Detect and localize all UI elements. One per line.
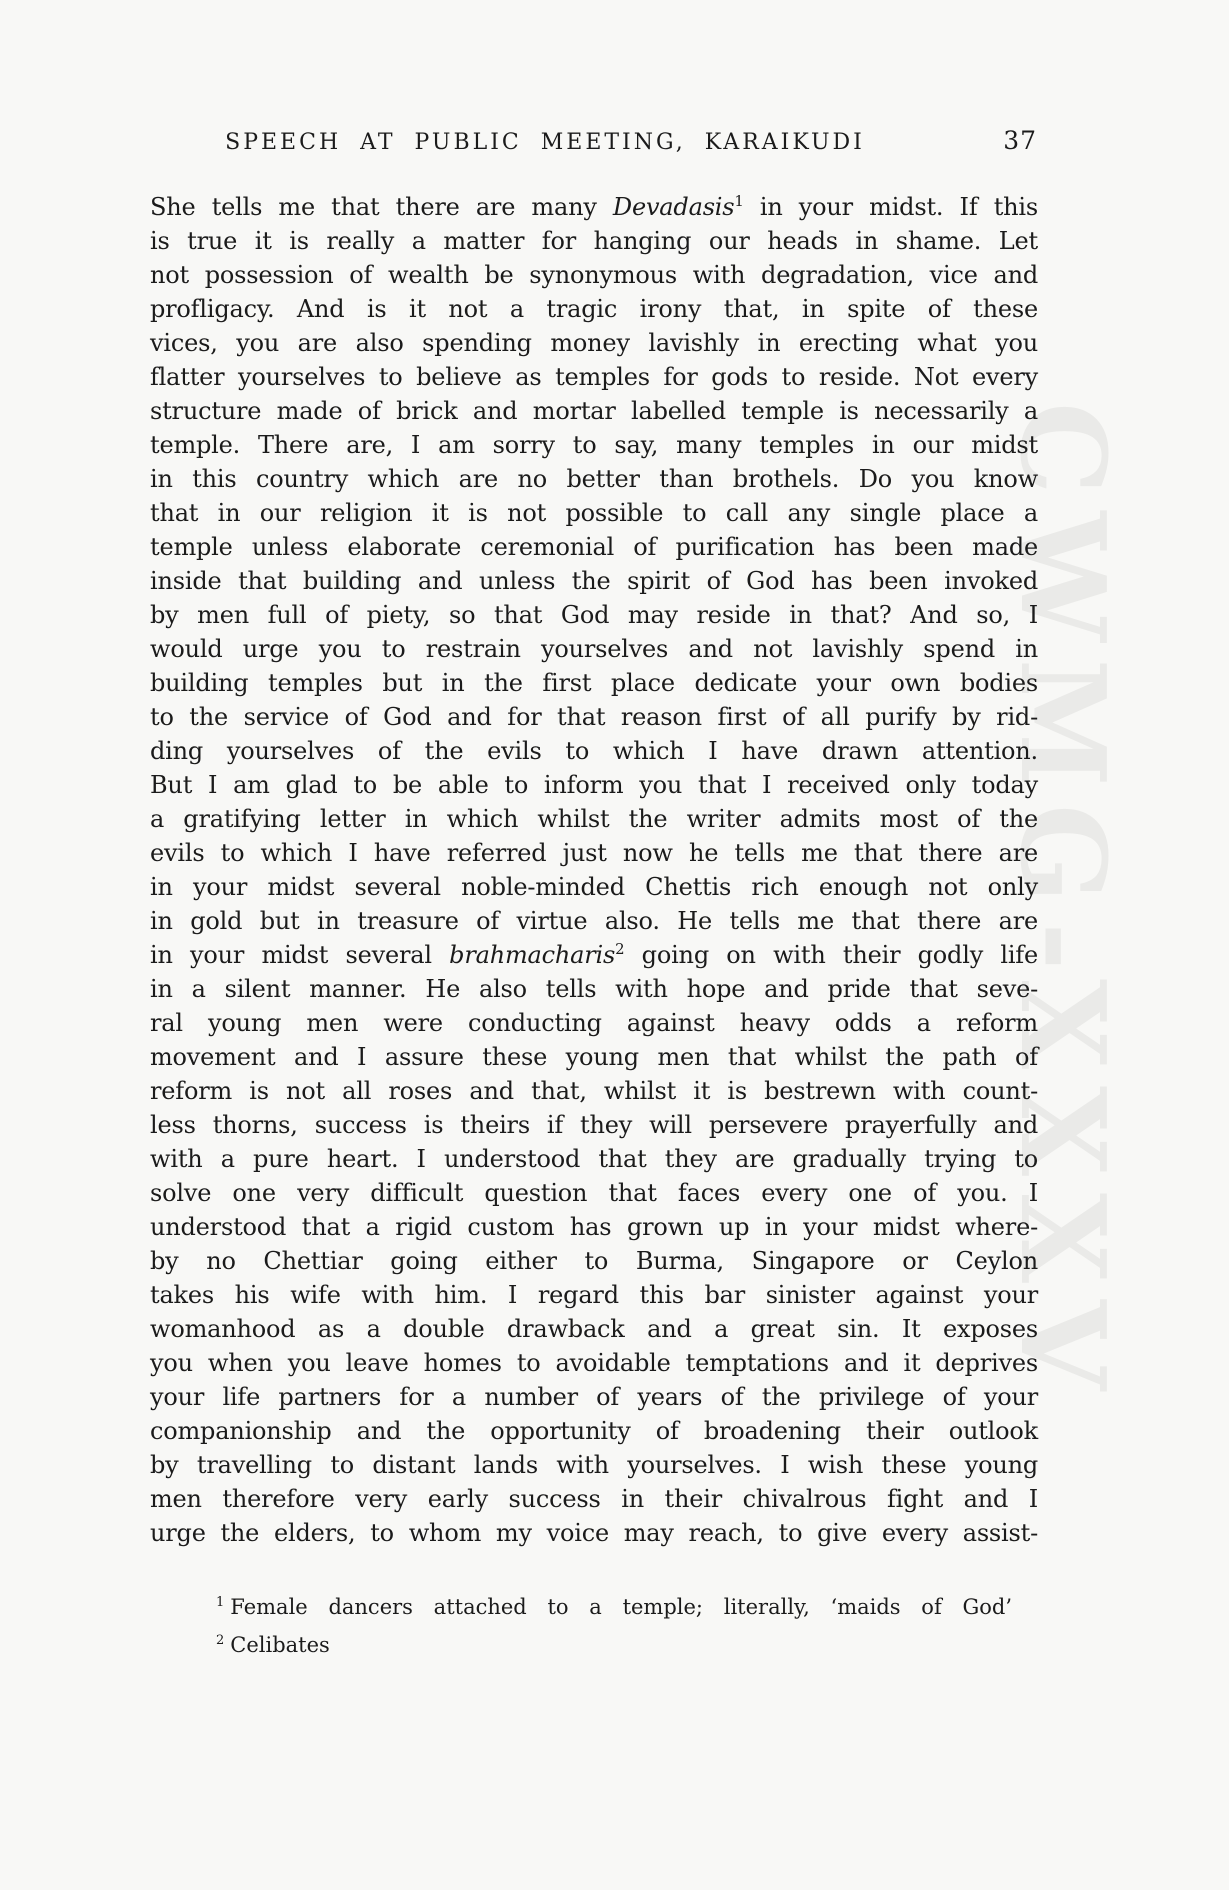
text-line — [150, 258, 1038, 292]
text-segment: by no Chettiar going either to Burma, Singapore or Ceylon — [150, 1247, 1038, 1275]
text-segment: with a pure heart. I understood that they are gradually trying to — [150, 1145, 1038, 1173]
text-segment: in your midst several — [150, 941, 450, 969]
text-line — [150, 190, 1038, 224]
text-line — [150, 1482, 1038, 1516]
text-segment: vices, you are also spending money lavishly in erecting what you — [150, 329, 1038, 357]
text-line — [150, 904, 1038, 938]
text-line — [150, 870, 1038, 904]
text-line — [150, 836, 1038, 870]
text-segment: by men full of piety, so that God may reside in that? And so, I — [150, 601, 1038, 629]
text-line — [150, 666, 1038, 700]
text-line — [150, 1074, 1038, 1108]
text-line — [150, 1040, 1038, 1074]
page-number: 37 — [1003, 126, 1037, 155]
text-line — [150, 734, 1038, 768]
text-line — [150, 1244, 1038, 1278]
text-segment: not possession of wealth be synonymous with degradation, vice and — [150, 261, 1038, 289]
text-line — [150, 394, 1038, 428]
italic-term: Devadasis — [612, 193, 735, 221]
text-segment: solve one very difficult question that faces every one of you. I — [150, 1179, 1038, 1207]
footnote-marker: 2 — [216, 1633, 225, 1648]
text-line — [150, 360, 1038, 394]
text-line — [150, 326, 1038, 360]
text-segment: would urge you to restrain yourselves and not lavishly spend in — [150, 635, 1038, 663]
text-segment: in your midst. If this — [743, 193, 1038, 221]
text-segment: ral young men were conducting against heavy odds a reform — [150, 1009, 1038, 1037]
text-segment: in a silent manner. He also tells with hope and pride that seve- — [150, 975, 1038, 1003]
text-line — [150, 1210, 1038, 1244]
footnote-reference: 2 — [615, 940, 625, 958]
text-line — [150, 530, 1038, 564]
footnote — [216, 1588, 1012, 1626]
text-segment: by travelling to distant lands with yourselves. I wish these young — [150, 1451, 1038, 1479]
text-line — [150, 1380, 1038, 1414]
text-line — [150, 496, 1038, 530]
text-segment: your life partners for a number of years of the privilege of your — [150, 1383, 1038, 1411]
body-text — [150, 190, 1038, 1550]
text-segment: movement and I assure these young men that whilst the path of — [150, 1043, 1038, 1071]
text-segment: flatter yourselves to believe as temples for gods to reside. Not every — [150, 363, 1038, 391]
footnote-text: Celibates — [230, 1633, 330, 1657]
text-segment: She tells me that there are many — [150, 193, 613, 221]
text-segment: ding yourselves of the evils to which I have drawn attention. — [150, 737, 1038, 765]
text-segment: in gold but in treasure of virtue also. He tells me that there are — [150, 907, 1038, 935]
footnote — [216, 1626, 1012, 1664]
text-segment: in this country which are no better than brothels. Do you know — [150, 465, 1038, 493]
text-line — [150, 428, 1038, 462]
text-line — [150, 292, 1038, 326]
text-segment: reform is not all roses and that, whilst it is bestrewn with count- — [150, 1077, 1038, 1105]
text-segment: that in our religion it is not possible to call any single place a — [150, 499, 1038, 527]
text-segment: takes his wife with him. I regard this bar sinister against your — [150, 1281, 1038, 1309]
text-segment: going on with their godly life — [624, 941, 1038, 969]
text-segment: is true it is really a matter for hanging our heads in shame. Let — [150, 227, 1038, 255]
volume-watermark: CWMG-XXXV — [994, 402, 1130, 1407]
text-segment: in your midst several noble-minded Chettis rich enough not only — [150, 873, 1038, 901]
footnotes — [216, 1588, 1012, 1664]
text-segment: companionship and the opportunity of broadening their outlook — [150, 1417, 1038, 1445]
footnote-marker: 1 — [216, 1595, 225, 1610]
text-segment: building temples but in the first place dedicate your own bodies — [150, 669, 1038, 697]
text-line — [150, 972, 1038, 1006]
text-line — [150, 1516, 1038, 1550]
text-line — [150, 564, 1038, 598]
text-line — [150, 632, 1038, 666]
text-segment: temple unless elaborate ceremonial of purification has been made — [150, 533, 1038, 561]
text-segment: less thorns, success is theirs if they will persevere prayerfully and — [150, 1111, 1038, 1139]
text-segment: evils to which I have referred just now he tells me that there are — [150, 839, 1038, 867]
text-line — [150, 1448, 1038, 1482]
text-segment: a gratifying letter in which whilst the writer admits most of the — [150, 805, 1038, 833]
text-line — [150, 1108, 1038, 1142]
text-segment: to the service of God and for that reason first of all purify by rid- — [150, 703, 1038, 731]
text-line — [150, 1176, 1038, 1210]
text-line — [150, 1414, 1038, 1448]
italic-term: brahmacharis — [449, 941, 616, 969]
text-line — [150, 462, 1038, 496]
text-line — [150, 224, 1038, 258]
text-segment: you when you leave homes to avoidable temptations and it deprives — [150, 1349, 1038, 1377]
text-line — [150, 700, 1038, 734]
text-segment: temple. There are, I am sorry to say, many temples in our midst — [150, 431, 1038, 459]
text-line — [150, 1312, 1038, 1346]
text-line — [150, 1006, 1038, 1040]
text-segment: understood that a rigid custom has grown up in your midst where- — [150, 1213, 1038, 1241]
text-line — [150, 938, 1038, 972]
text-segment: men therefore very early success in their chivalrous fight and I — [150, 1485, 1038, 1513]
text-line — [150, 1142, 1038, 1176]
text-segment: structure made of brick and mortar labelled temple is necessarily a — [150, 397, 1038, 425]
footnote-text: Female dancers attached to a temple; literally, ‘maids of God’ — [230, 1595, 1012, 1619]
text-line — [150, 768, 1038, 802]
text-line — [150, 598, 1038, 632]
text-segment: urge the elders, to whom my voice may reach, to give every assist- — [150, 1519, 1038, 1547]
text-segment: womanhood as a double drawback and a great sin. It exposes — [150, 1315, 1038, 1343]
text-segment: profligacy. And is it not a tragic irony that, in spite of these — [150, 295, 1038, 323]
text-line — [150, 802, 1038, 836]
running-head-title: SPEECH AT PUBLIC MEETING, KARAIKUDI — [225, 130, 865, 155]
footnote-reference: 1 — [734, 192, 744, 210]
text-segment: But I am glad to be able to inform you that I received only today — [150, 771, 1038, 799]
text-line — [150, 1346, 1038, 1380]
text-segment: inside that building and unless the spirit of God has been invoked — [150, 567, 1038, 595]
text-line — [150, 1278, 1038, 1312]
